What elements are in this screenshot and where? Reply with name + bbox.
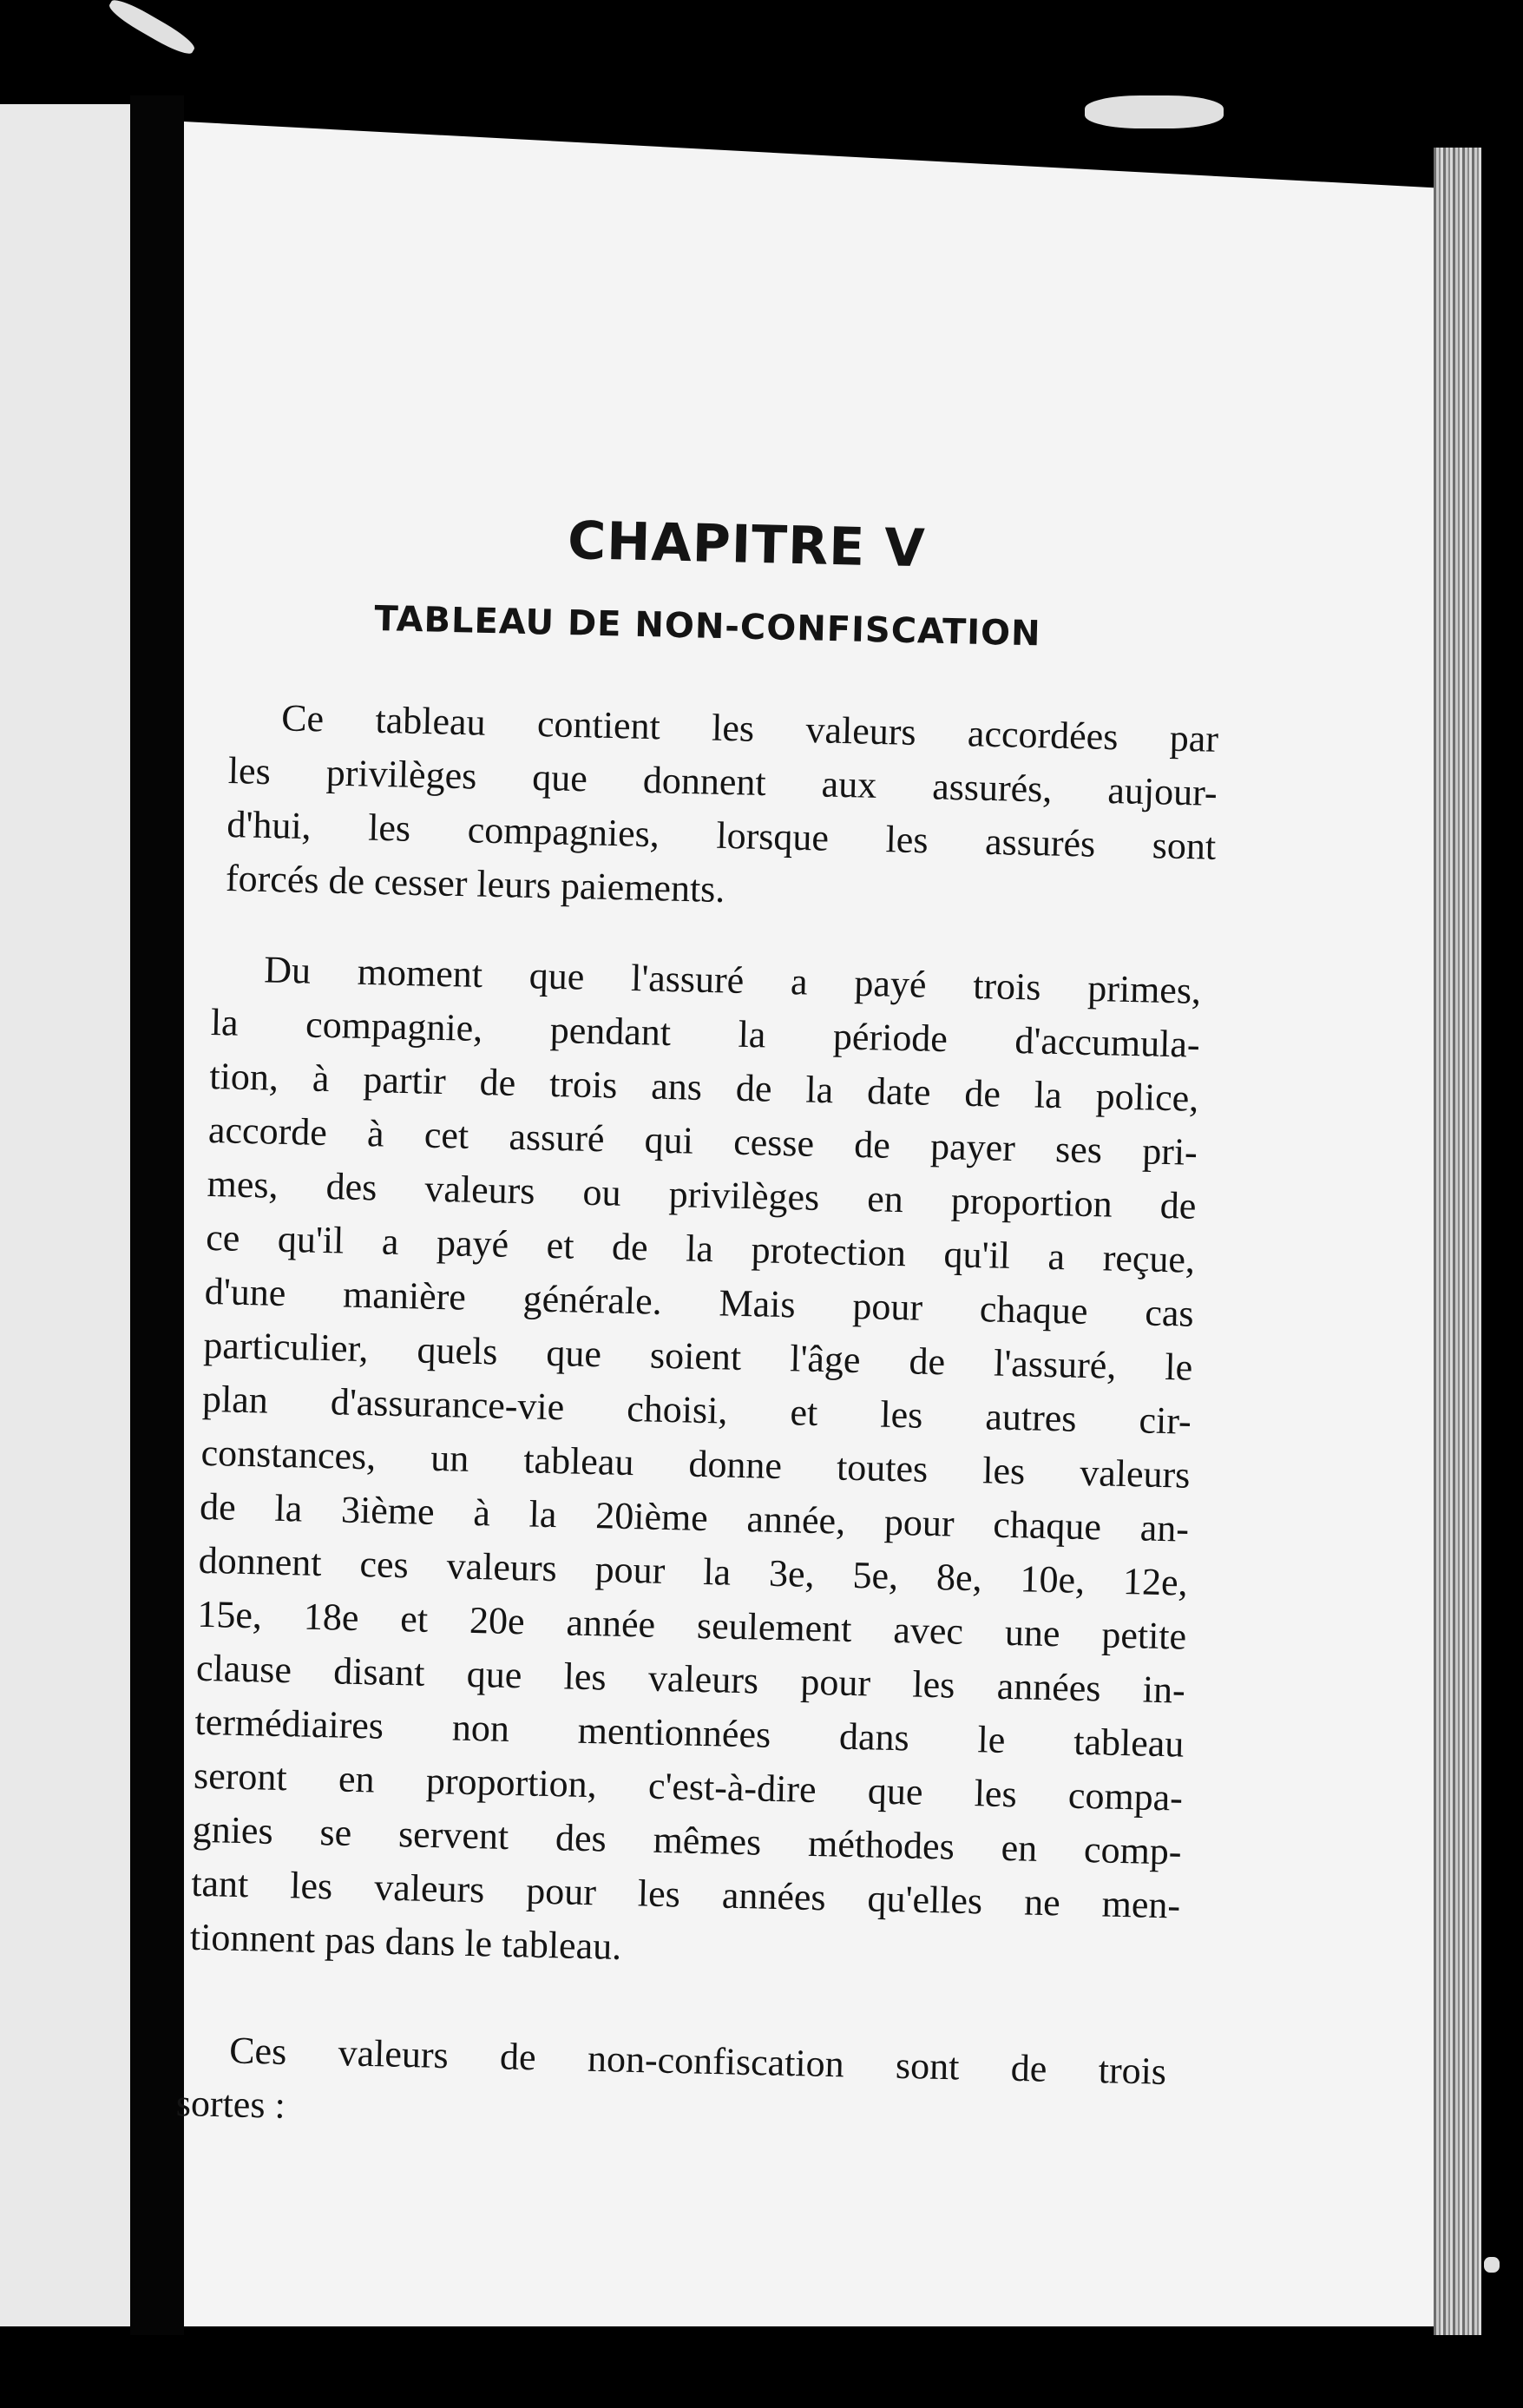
text-line: de la 3ième à la 20ième année, pour chaque an-	[199, 1484, 1190, 1550]
text-line: plan d'assurance-vie choisi, et les autres cir-	[201, 1377, 1192, 1443]
text-line: d'une manière générale. Mais pour chaque cas	[204, 1269, 1195, 1335]
text-line: donnent ces valeurs pour la 3e, 5e, 8e, 10e, 12e,	[198, 1538, 1189, 1604]
text-line: tionnent pas dans le tableau.	[189, 1915, 622, 1968]
text-line: mes, des valeurs ou privilèges en proportion de	[207, 1161, 1197, 1227]
text-line: 15e, 18e et 20e année seulement avec une petite	[196, 1592, 1187, 1658]
text-line: particulier, quels que soient l'âge de l'assuré, le	[202, 1323, 1193, 1389]
text-line: gnies se servent des mêmes méthodes en comp-	[192, 1807, 1183, 1873]
text-line: tion, à partir de trois ans de la date de la police,	[208, 1054, 1199, 1120]
text-line: termédiaires non mentionnées dans le tableau	[194, 1700, 1185, 1766]
text-line: forcés de cesser leurs paiements.	[225, 856, 725, 911]
paragraph-1	[225, 690, 1218, 928]
text-line: constances, un tableau donne toutes les valeurs	[200, 1431, 1191, 1497]
paragraph-3	[175, 2023, 1167, 2153]
text-line: tant les valeurs pour les années qu'elles ne men-	[190, 1861, 1181, 1927]
text-line: la compagnie, pendant la période d'accumula-	[210, 1000, 1201, 1066]
text-line: Ces valeurs de non-confiscation sont de trois	[228, 2029, 1167, 2093]
text-line: seront en proportion, c'est-à-dire que les compa-	[193, 1753, 1184, 1819]
text-line: clause disant que les valeurs pour les années in-	[195, 1646, 1186, 1712]
text-line: Du moment que l'assuré a payé trois primes,	[263, 948, 1202, 1012]
text-line: accorde à cet assuré qui cesse de payer ses pri-	[207, 1108, 1198, 1174]
section-title: TABLEAU DE NON-CONFISCATION	[373, 599, 1042, 655]
text-line: les privilèges que donnent aux assurés, aujour-	[227, 748, 1218, 814]
text-line: ce qu'il a payé et de la protection qu'il a reçue,	[205, 1215, 1196, 1281]
text-line: sortes :	[175, 2081, 286, 2127]
chapter-title: CHAPITRE V	[567, 510, 927, 580]
text-line: d'hui, les compagnies, lorsque les assurés sont	[226, 802, 1217, 868]
text-line: Ce tableau contient les valeurs accordées par	[280, 696, 1219, 760]
paragraph-2	[189, 942, 1201, 1987]
